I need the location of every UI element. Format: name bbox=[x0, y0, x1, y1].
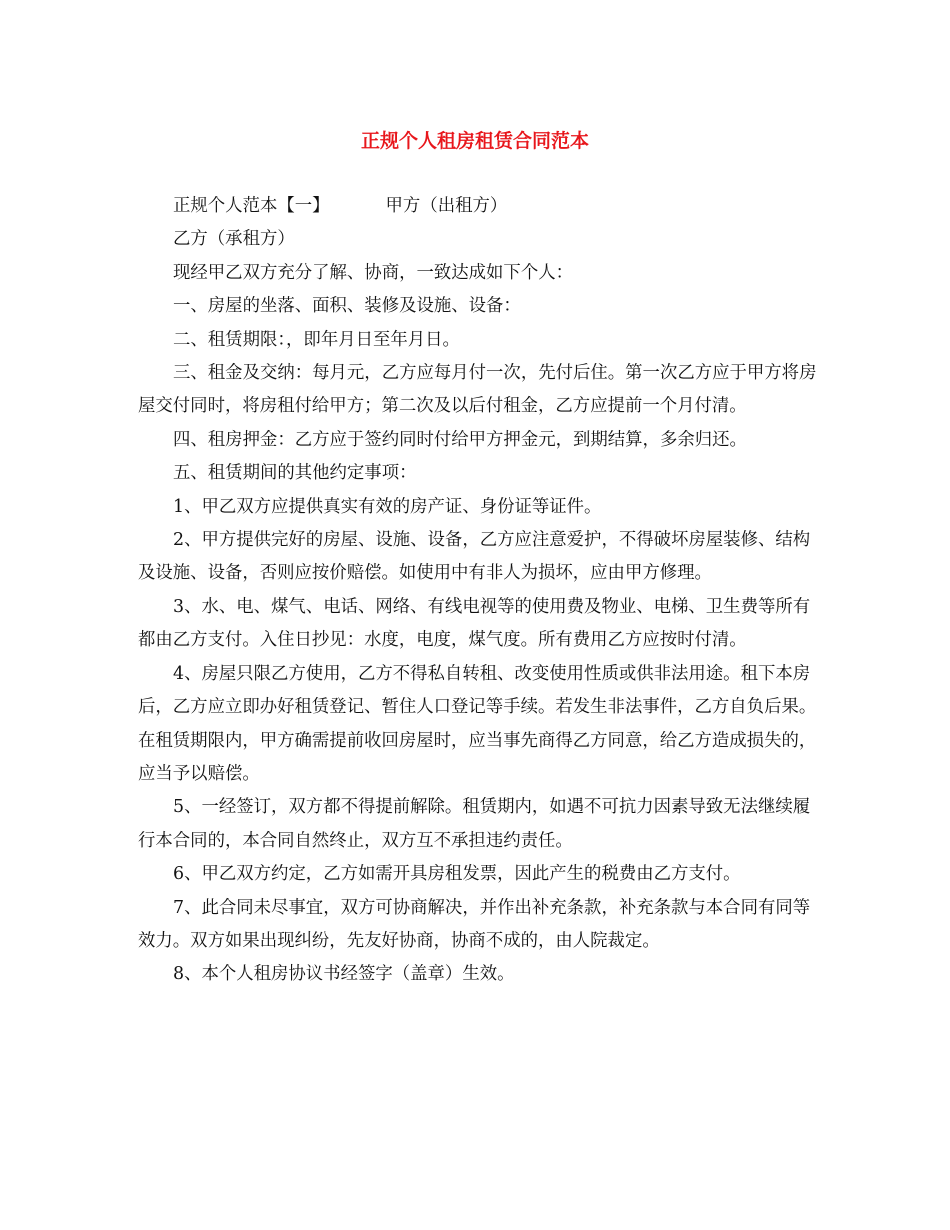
paragraph: 6、甲乙双方约定，乙方如需开具房租发票，因此产生的税费由乙方支付。 bbox=[173, 864, 741, 885]
paragraph: 乙方（承租方） bbox=[173, 229, 295, 250]
paragraph: 五、租赁期间的其他约定事项： bbox=[173, 463, 417, 484]
paragraph: 2、甲方提供完好的房屋、设施、设备，乙方应注意爱护，不得破坏房屋装修、结构及设施、设备，否则应按价赔偿。如使用中有非人为损坏，应由甲方修理。 bbox=[138, 530, 811, 584]
document-body bbox=[138, 190, 826, 992]
paragraph: 4、房屋只限乙方使用，乙方不得私自转租、改变使用性质或供非法用途。租下本房后，乙方应立即办好租赁登记、暂住人口登记等手续。若发生非法事件，乙方自负后果。在租赁期限内，甲方确需提前收回房屋时，应当事先商得乙方同意，给乙方造成损失的，应当予以赔偿。 bbox=[138, 663, 817, 784]
paragraph: 7、此合同未尽事宜，双方可协商解决，并作出补充条款，补充条款与本合同有同等效力。双方如果出现纠纷，先友好协商，协商不成的，由人院裁定。 bbox=[138, 897, 811, 951]
heading-line bbox=[138, 190, 826, 223]
document-title: 正规个人租房租赁合同范本 bbox=[360, 130, 589, 152]
paragraph: 四、租房押金：乙方应于签约同时付给甲方押金元，到期结算，多余归还。 bbox=[173, 429, 747, 450]
heading-left: 正规个人范本【一】 bbox=[173, 196, 330, 216]
paragraph: 3、水、电、煤气、电话、网络、有线电视等的使用费及物业、电梯、卫生费等所有都由乙方支付。入住日抄见：水度，电度，煤气度。所有费用乙方应按时付清。 bbox=[138, 596, 811, 651]
paragraph: 三、租金及交纳：每月元，乙方应每月付一次，先付后住。第一次乙方应于甲方将房屋交付同时，将房租付给甲方；第二次及以后付租金，乙方应提前一个月付清。 bbox=[138, 363, 817, 417]
paragraph: 8、本个人租房协议书经签字（盖章）生效。 bbox=[173, 964, 515, 985]
paragraph: 一、房屋的坐落、面积、装修及设施、设备： bbox=[173, 296, 521, 317]
paragraph: 1、甲乙双方应提供真实有效的房产证、身份证等证件。 bbox=[173, 496, 602, 517]
paragraph: 5、一经签订，双方都不得提前解除。租赁期内，如遇不可抗力因素导致无法继续履行本合同的，本合同自然终止，双方互不承担违约责任。 bbox=[138, 797, 811, 851]
paragraph: 现经甲乙双方充分了解、协商，一致达成如下个人： bbox=[173, 262, 573, 283]
paragraph: 二、租赁期限：，即年月日至年月日。 bbox=[173, 329, 460, 350]
heading-right: 甲方（出租方） bbox=[385, 196, 508, 216]
